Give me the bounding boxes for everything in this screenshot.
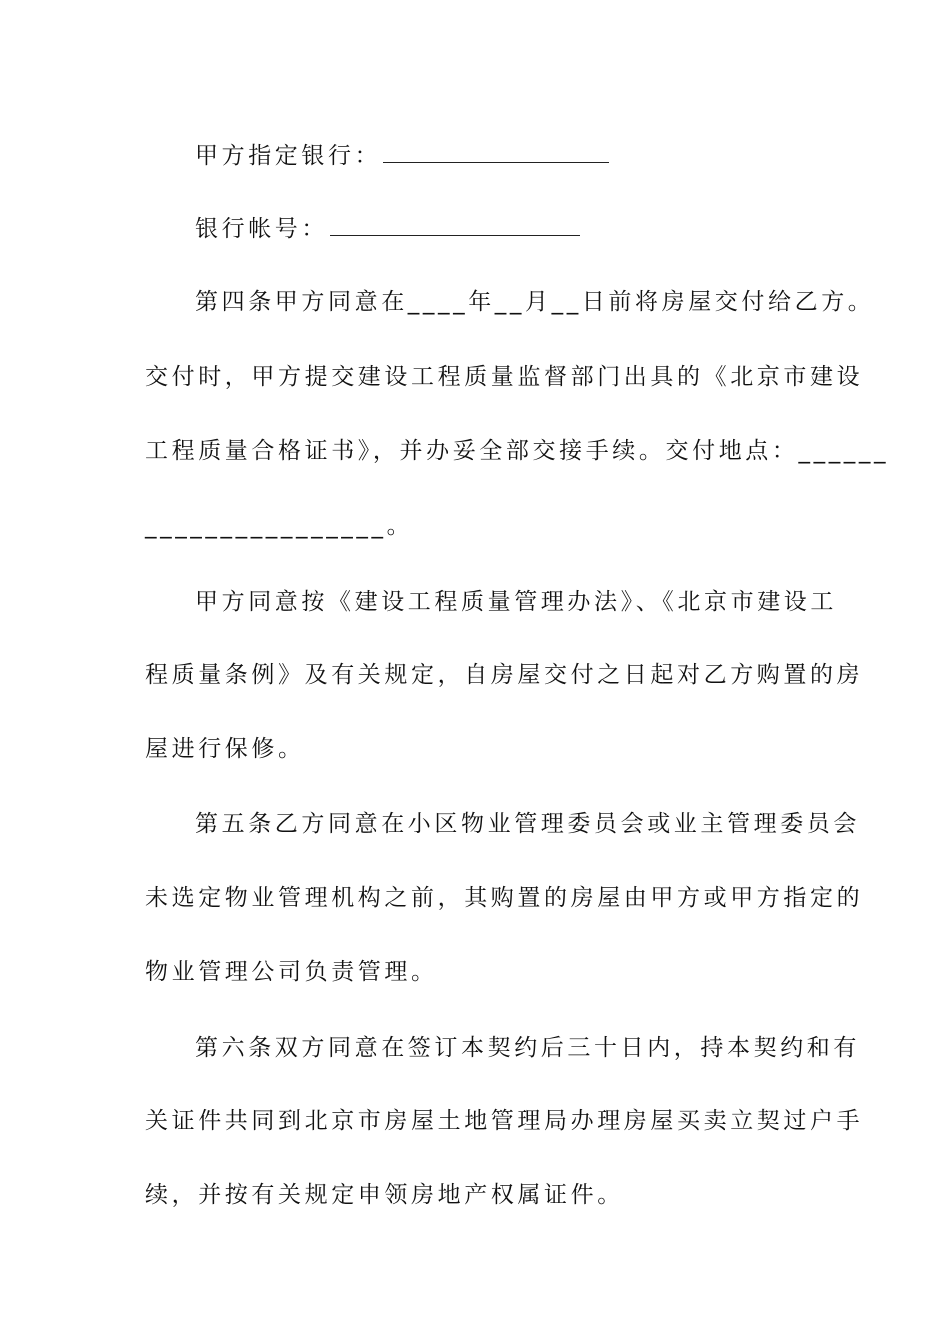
warranty-line-3: 屋进行保修。 [145, 736, 305, 762]
warranty-line-1: 甲方同意按《建设工程质量管理办法》、《北京市建设工 [195, 589, 837, 615]
bank-account-label: 银行帐号： [195, 216, 328, 242]
bank-name-blank [383, 140, 609, 163]
article-4-line-1: 第四条甲方同意在____年__月__日前将房屋交付给乙方。 [195, 289, 875, 315]
bank-account-blank [330, 213, 580, 236]
article-5-line-2: 未选定物业管理机构之前，其购置的房屋由甲方或甲方指定的 [145, 885, 864, 911]
warranty-line-2: 程质量条例》及有关规定，自房屋交付之日起对乙方购置的房 [145, 662, 864, 688]
bank-name-line [195, 140, 805, 170]
bank-name-label: 甲方指定银行： [195, 143, 382, 169]
article-5-line-3: 物业管理公司负责管理。 [145, 959, 438, 985]
article-6-line-2: 关证件共同到北京市房屋土地管理局办理房屋买卖立契过户手 [145, 1108, 864, 1134]
article-4-line-4: ________________。 [145, 513, 414, 539]
bank-account-line [195, 213, 805, 243]
article-6-line-3: 续，并按有关规定申领房地产权属证件。 [145, 1182, 624, 1208]
article-6-line-1: 第六条双方同意在签订本契约后三十日内，持本契约和有 [195, 1035, 860, 1061]
article-4-line-2: 交付时，甲方提交建设工程质量监督部门出具的《北京市建设 [145, 364, 864, 390]
article-4-line-3: 工程质量合格证书》，并办妥全部交接手续。交付地点：______ [145, 438, 890, 464]
article-5-line-1: 第五条乙方同意在小区物业管理委员会或业主管理委员会 [195, 811, 860, 837]
